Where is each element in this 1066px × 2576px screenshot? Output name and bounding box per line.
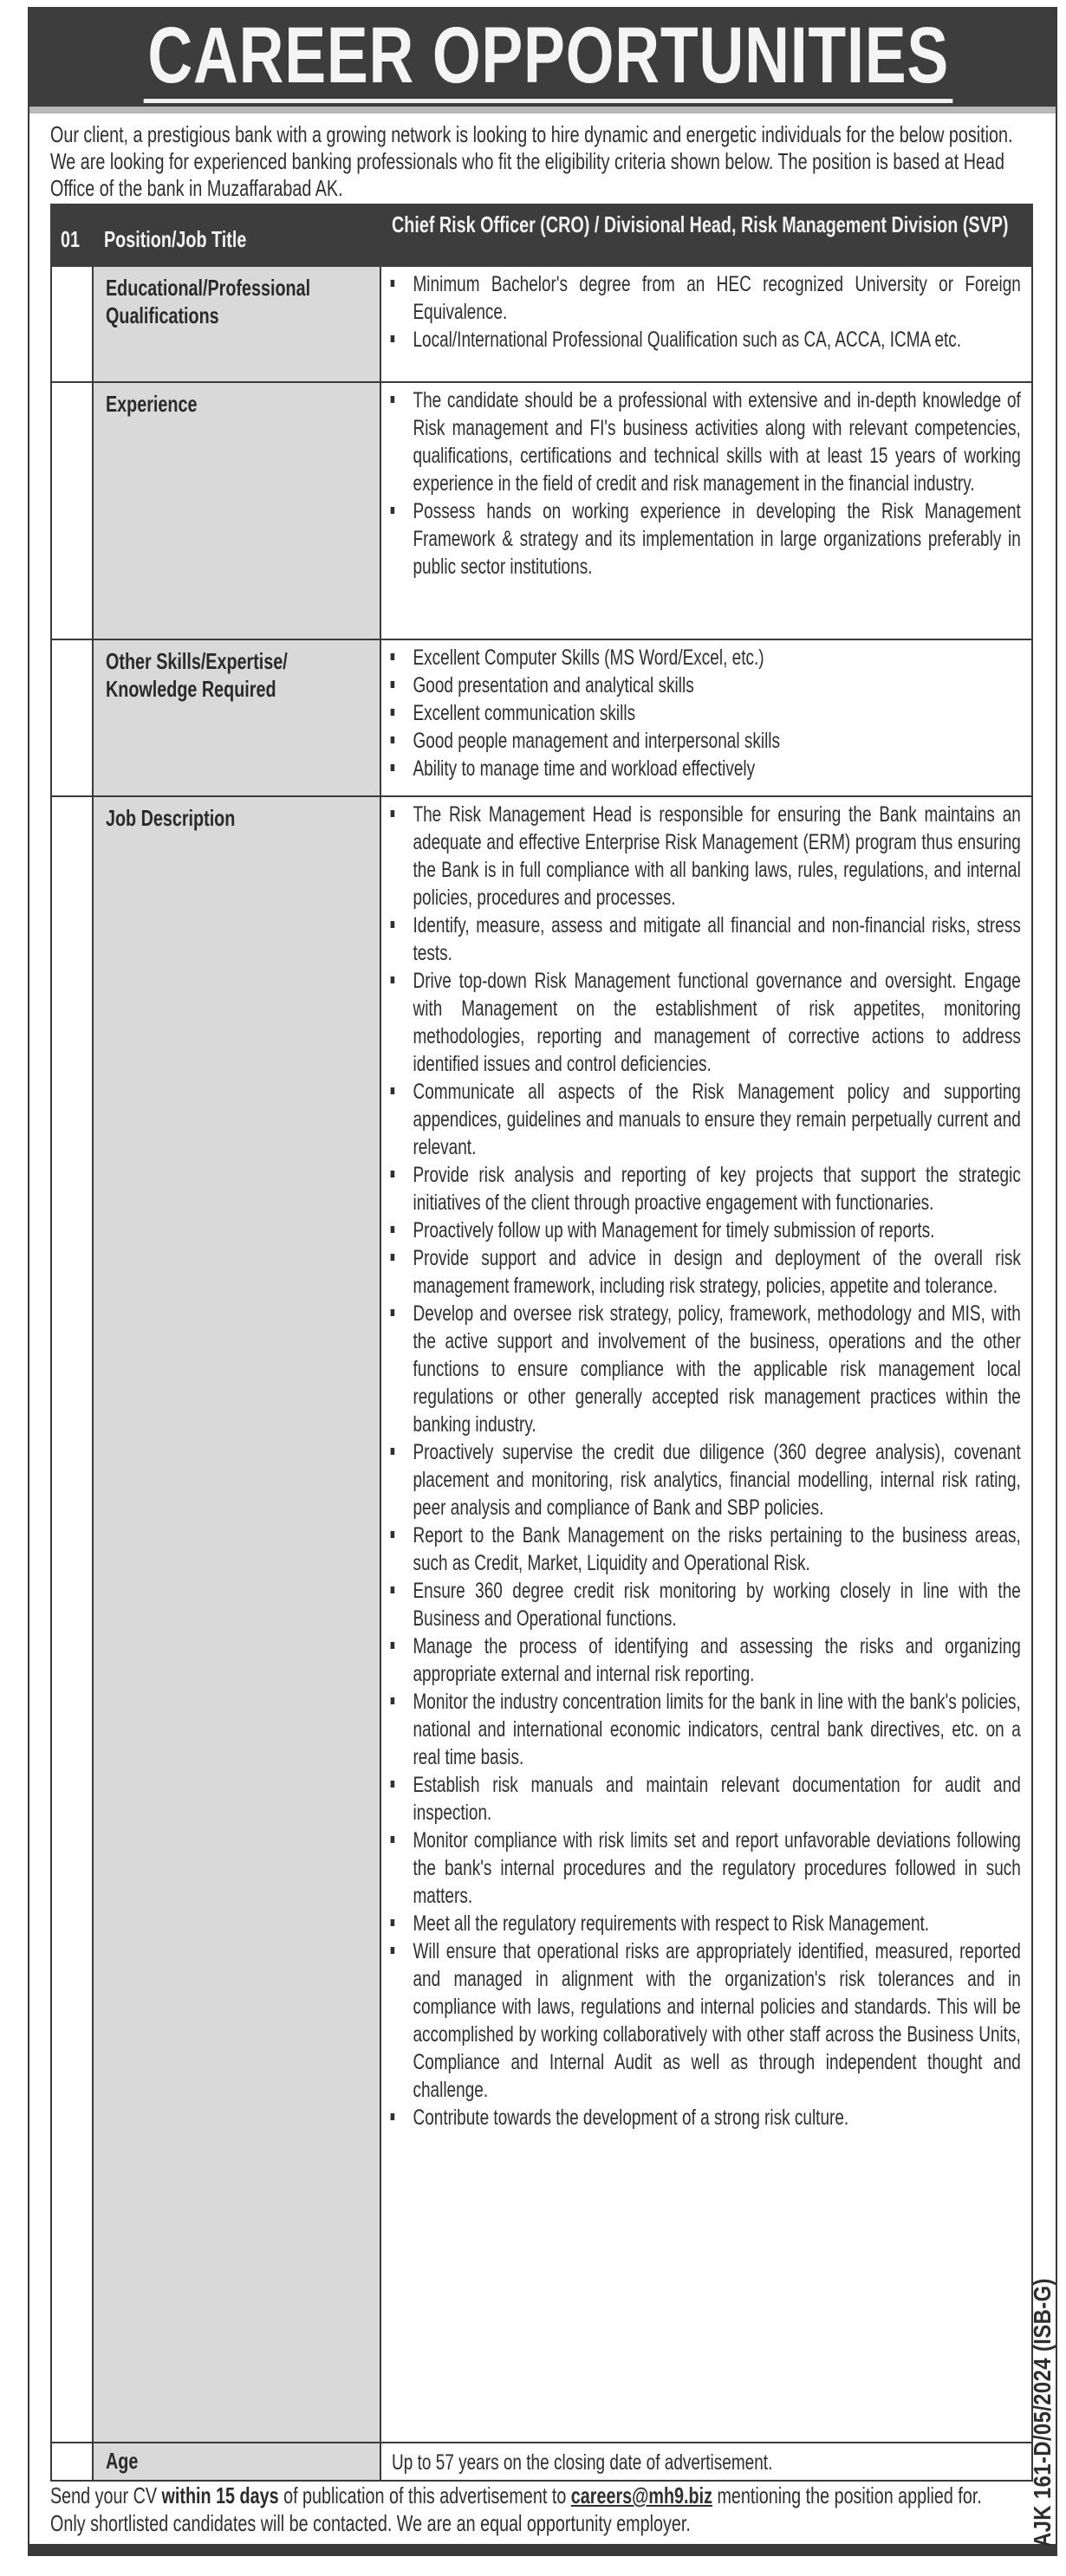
- experience-label: [93, 382, 380, 639]
- list-item: The Risk Management Head is responsible for ensuring the Bank maintains an adequate and effective Enterprise Risk Management (ERM) program thus ensuring the Bank is in full compliance with all banking laws, rules, regulations, and internal policies, procedures and processes.: [381, 801, 1021, 912]
- age-label-text: Age: [106, 2448, 139, 2474]
- job-description-content: [380, 796, 1032, 2443]
- list-item: Ability to manage time and workload effectively: [381, 755, 1021, 782]
- banner-divider: [29, 107, 1056, 114]
- job-description-row: [51, 796, 1032, 2443]
- footer-text: of publication of this advertisement to: [278, 2482, 571, 2508]
- number-spacer: [51, 639, 93, 796]
- ad-reference-text: AJK 161-D/05/2024 (ISB-G): [1029, 2278, 1056, 2547]
- application-instructions: [50, 2482, 1021, 2537]
- page-title: CAREER OPPORTUNITIES: [144, 14, 953, 103]
- number-spacer: [51, 796, 93, 2443]
- position-title-text: Chief Risk Officer (CRO) / Divisional Head, Risk Management Division (SVP): [392, 211, 1009, 237]
- job-description-list: [381, 797, 1031, 2138]
- list-item: Ensure 360 degree credit risk monitoring by working closely in line with the Business and Operational functions.: [381, 1577, 1021, 1632]
- age-content: [380, 2443, 1032, 2481]
- list-item: Possess hands on working experience in developing the Risk Management Framework & strategy and its implementation in large organizations preferably in public sector institutions.: [381, 497, 1021, 581]
- position-title: [380, 204, 1032, 266]
- experience-label-text: Experience: [106, 391, 198, 417]
- intro-text: Our client, a prestigious bank with a growing network is looking to hire dynamic and energetic individuals for the below position. We are looking for experienced banking professionals who fit the eligibility criteria shown below. The position is based at Head Office of the bank in Muzaffarabad AK.: [50, 121, 1013, 201]
- qualifications-list: [381, 267, 1031, 360]
- number-spacer: [51, 382, 93, 639]
- list-item: Manage the process of identifying and assessing the risks and organizing appropriate external and internal risk reporting.: [381, 1632, 1021, 1688]
- skills-label-text: Other Skills/Expertise/ Knowledge Required: [106, 648, 288, 702]
- age-label: [93, 2443, 380, 2481]
- number-spacer: [51, 2443, 93, 2481]
- list-item: Contribute towards the development of a strong risk culture.: [381, 2104, 1021, 2132]
- list-item: Proactively supervise the credit due diligence (360 degree analysis), covenant placement and monitoring, risk analytics, financial modelling, internal risk rating, peer analysis and compliance of Bank and SBP policies.: [381, 1438, 1021, 1522]
- bottom-band: [29, 2544, 1056, 2554]
- number-spacer: [51, 266, 93, 382]
- intro-paragraph: [50, 121, 1030, 202]
- list-item: Meet all the regulatory requirements with respect to Risk Management.: [381, 1910, 1021, 1937]
- list-item: Identify, measure, assess and mitigate all financial and non-financial risks, stress tests.: [381, 912, 1021, 967]
- experience-content: [380, 382, 1032, 639]
- title-banner: [29, 9, 1056, 107]
- job-details-table: [50, 204, 1033, 2482]
- list-item: Drive top-down Risk Management functional governance and oversight. Engage with Management on the establishment of risk appetites, monitoring methodologies, reporting and management of corrective actions to address identified issues and control deficiencies.: [381, 967, 1021, 1078]
- list-item: Local/International Professional Qualification such as CA, ACCA, ICMA etc.: [381, 326, 1021, 354]
- qualifications-row: [51, 266, 1032, 382]
- skills-row: [51, 639, 1032, 796]
- list-item: Provide support and advice in design and deployment of the overall risk management framework, including risk strategy, policies, appetite and tolerance.: [381, 1244, 1021, 1300]
- footer-text: mentioning the position applied for. Only shortlisted candidates will be contacted. We are an equal opportunity employer.: [50, 2482, 982, 2536]
- position-row: [51, 204, 1032, 266]
- age-row: [51, 2443, 1032, 2481]
- experience-list: [381, 383, 1031, 587]
- list-item: Provide risk analysis and reporting of key projects that support the strategic initiatives of the client through proactive engagement with functionaries.: [381, 1161, 1021, 1217]
- list-item: Monitor the industry concentration limits for the bank in line with the bank's policies, national and international economic indicators, central bank directives, etc. on a real time basis.: [381, 1688, 1021, 1771]
- list-item: Report to the Bank Management on the risks pertaining to the business areas, such as Credit, Market, Liquidity and Operational Risk.: [381, 1522, 1021, 1577]
- list-item: Will ensure that operational risks are appropriately identified, measured, reported and managed in alignment with the organization's risk tolerances and in compliance with laws, regulations and internal policies and standards. This will be accomplished by working collaboratively with other staff across the Business Units, Compliance and Internal Audit as well as through independent thought and challenge.: [381, 1937, 1021, 2104]
- list-item: Excellent communication skills: [381, 699, 1021, 727]
- list-item: Communicate all aspects of the Risk Management policy and supporting appendices, guidelines and manuals to ensure they remain perpetually current and relevant.: [381, 1078, 1021, 1161]
- advertisement-frame: [28, 7, 1057, 2556]
- list-item: Minimum Bachelor's degree from an HEC recognized University or Foreign Equivalence.: [381, 270, 1021, 326]
- skills-list: [381, 640, 1031, 789]
- position-number: [51, 204, 93, 266]
- position-number-text: 01: [61, 226, 80, 252]
- position-label-text: Position/Job Title: [104, 226, 247, 252]
- job-description-label: [93, 796, 380, 2443]
- list-item: Establish risk manuals and maintain relevant documentation for audit and inspection.: [381, 1771, 1021, 1827]
- age-value: Up to 57 years on the closing date of advertisement.: [392, 2450, 773, 2475]
- experience-row: [51, 382, 1032, 639]
- list-item: Monitor compliance with risk limits set and report unfavorable deviations following the bank's internal procedures and the regulatory procedures followed in such matters.: [381, 1827, 1021, 1910]
- list-item: The candidate should be a professional with extensive and in-depth knowledge of Risk management and FI's business activities along with relevant competencies, qualifications, certifications and technical skills with at least 15 years of working experience in the field of credit and risk management in the financial industry.: [381, 386, 1021, 497]
- list-item: Good people management and interpersonal skills: [381, 727, 1021, 755]
- ad-reference-code: [1029, 2230, 1056, 2547]
- list-item: Good presentation and analytical skills: [381, 672, 1021, 699]
- list-item: Excellent Computer Skills (MS Word/Excel, etc.): [381, 644, 1021, 672]
- skills-content: [380, 639, 1032, 796]
- position-label: [93, 204, 380, 266]
- qualifications-label-text: Educational/Professional Qualifications: [106, 275, 311, 328]
- job-description-label-text: Job Description: [106, 805, 236, 831]
- qualifications-content: [380, 266, 1032, 382]
- list-item: Develop and oversee risk strategy, policy, framework, methodology and MIS, with the active support and involvement of the business, operations and the other functions to ensure compliance with the applicable risk management local regulations or other generally accepted risk management practices within the banking industry.: [381, 1300, 1021, 1438]
- footer-text: Send your CV: [50, 2482, 162, 2508]
- qualifications-label: [93, 266, 380, 382]
- list-item: Proactively follow up with Management for timely submission of reports.: [381, 1217, 1021, 1244]
- deadline-text: within 15 days: [161, 2482, 279, 2508]
- skills-label: [93, 639, 380, 796]
- careers-email-link[interactable]: careers@mh9.biz: [570, 2482, 712, 2508]
